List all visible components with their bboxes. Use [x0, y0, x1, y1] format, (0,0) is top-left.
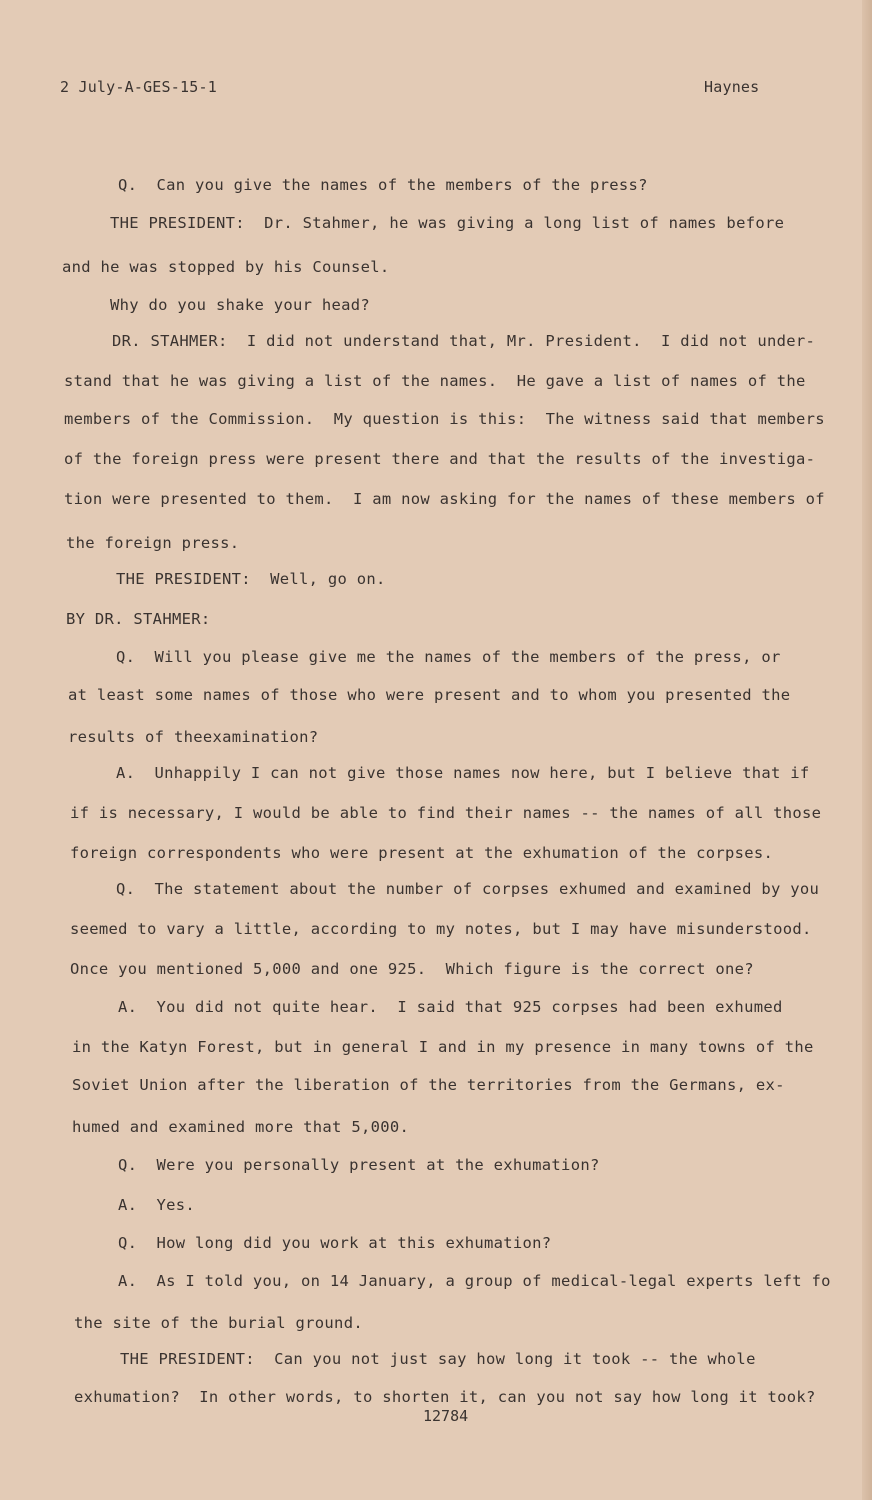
transcript-line: in the Katyn Forest, but in general I and in my presence in many towns of the [72, 1038, 814, 1056]
transcript-line: of the foreign press were present there and that the results of the investiga- [64, 450, 816, 468]
transcript-line: Q. The statement about the number of corpses exhumed and examined by you [116, 880, 820, 898]
transcript-line: members of the Commission. My question is this: The witness said that members [64, 410, 825, 428]
transcript-line: the site of the burial ground. [74, 1314, 363, 1332]
transcript-line: exhumation? In other words, to shorten it, can you not say how long it took? [74, 1388, 816, 1406]
transcript-line: BY DR. STAHMER: [66, 610, 211, 628]
page-number: 12784 [423, 1407, 469, 1425]
transcript-line: humed and examined more that 5,000. [72, 1118, 410, 1136]
transcript-line: seemed to vary a little, according to my notes, but I may have misunderstood. [70, 920, 812, 938]
transcript-line: Soviet Union after the liberation of the territories from the Germans, ex- [72, 1076, 785, 1094]
transcript-line: Q. Will you please give me the names of the members of the press, or [116, 648, 781, 666]
transcript-line: at least some names of those who were present and to whom you presented the [68, 686, 791, 704]
transcript-line: and he was stopped by his Counsel. [62, 258, 390, 276]
header-reporter-name: Haynes [704, 78, 760, 96]
transcript-line: Why do you shake your head? [110, 296, 371, 314]
transcript-line: THE PRESIDENT: Dr. Stahmer, he was giving a long list of names before [110, 214, 785, 232]
page-edge-shadow [862, 0, 872, 1500]
transcript-line: tion were presented to them. I am now asking for the names of these members of [64, 490, 825, 508]
transcript-line: stand that he was giving a list of the names. He gave a list of names of the [64, 372, 806, 390]
transcript-line: Q. Were you personally present at the exhumation? [118, 1156, 600, 1174]
transcript-line: A. Yes. [118, 1196, 196, 1214]
transcript-line: Q. How long did you work at this exhumation? [118, 1234, 552, 1252]
transcript-line: if is necessary, I would be able to find their names -- the names of all those [70, 804, 822, 822]
transcript-line: A. Unhappily I can not give those names now here, but I believe that if [116, 764, 810, 782]
header-document-id: 2 July-A-GES-15-1 [60, 78, 217, 96]
transcript-line: A. As I told you, on 14 January, a group of medical-legal experts left fo [118, 1272, 831, 1290]
transcript-line: foreign correspondents who were present at the exhumation of the corpses. [70, 844, 774, 862]
transcript-line: Once you mentioned 5,000 and one 925. Which figure is the correct one? [70, 960, 754, 978]
transcript-line: the foreign press. [66, 534, 240, 552]
transcript-line: THE PRESIDENT: Well, go on. [116, 570, 386, 588]
transcript-line: DR. STAHMER: I did not understand that, Mr. President. I did not under- [112, 332, 816, 350]
transcript-line: A. You did not quite hear. I said that 925 corpses had been exhumed [118, 998, 783, 1016]
transcript-line: results of theexamination? [68, 728, 319, 746]
transcript-line: THE PRESIDENT: Can you not just say how long it took -- the whole [120, 1350, 756, 1368]
transcript-line: Q. Can you give the names of the members of the press? [118, 176, 648, 194]
